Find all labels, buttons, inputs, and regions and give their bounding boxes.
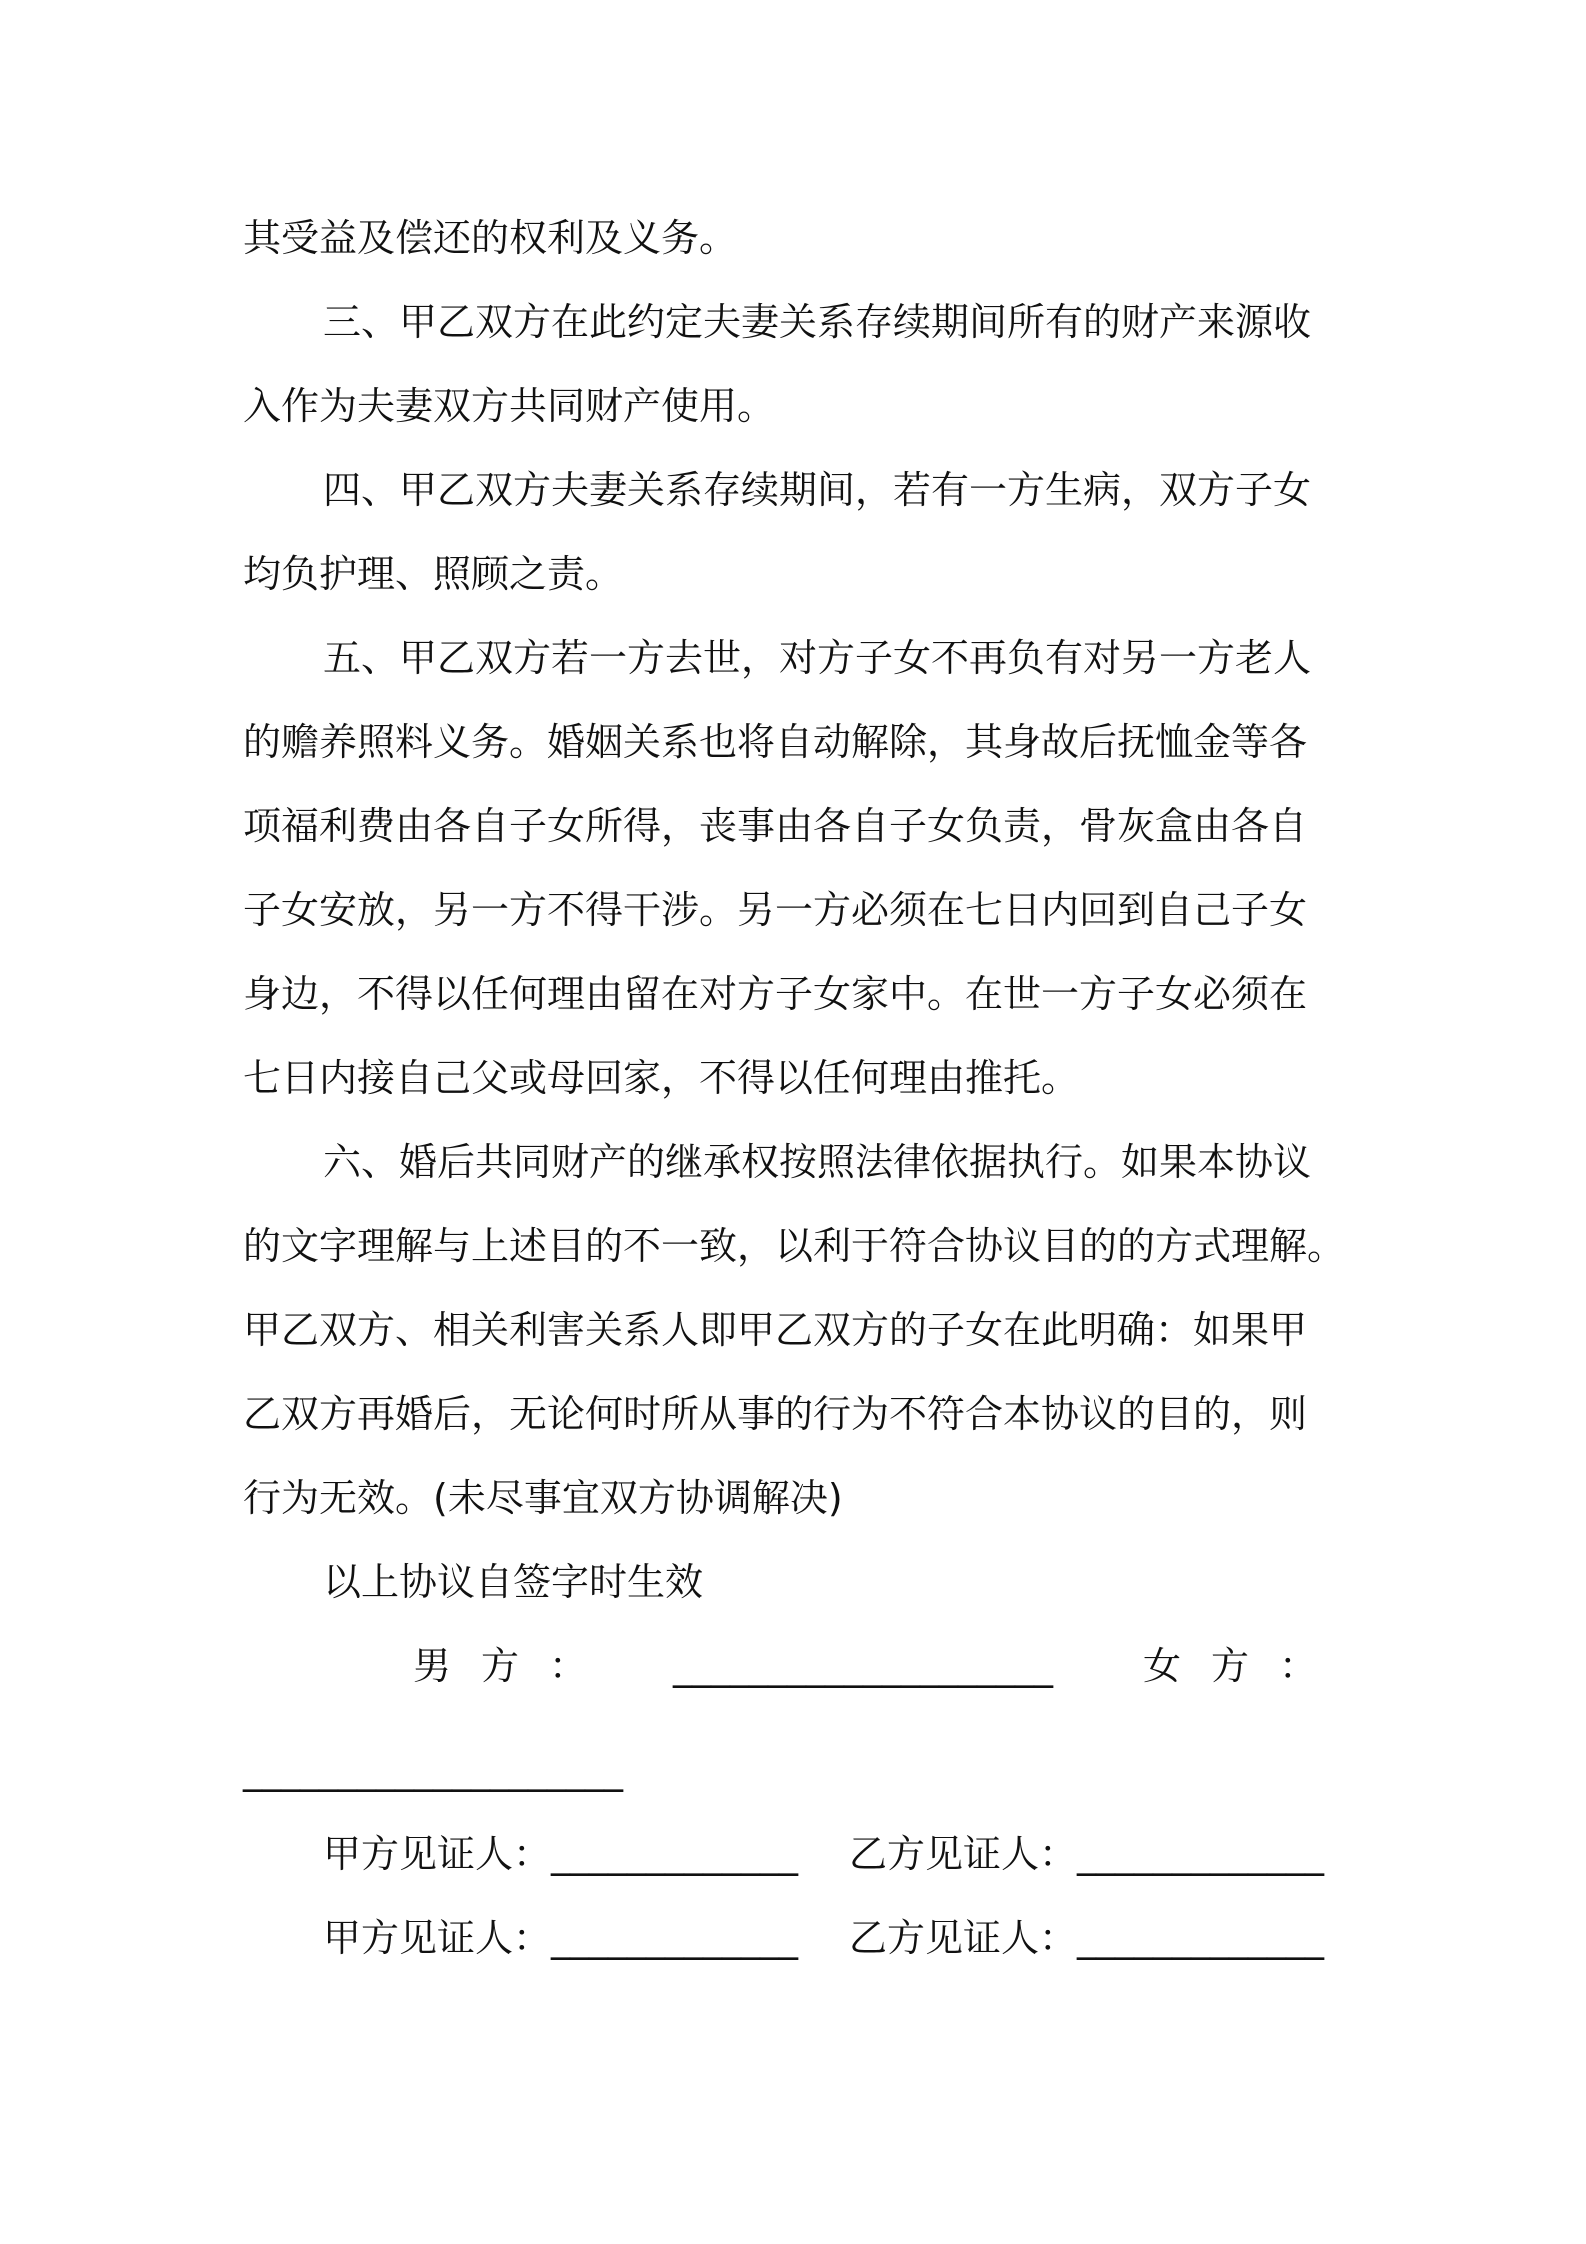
paragraph-line: 的文字理解与上述目的不一致，以利于符合协议目的的方式理解。 xyxy=(243,1224,1346,1268)
paragraph-line: 其受益及偿还的权利及义务。 xyxy=(243,216,738,260)
witness-row xyxy=(243,1896,1363,1980)
male-party-label: 男方： xyxy=(413,1644,618,1688)
male-signature-blank: ____________________ xyxy=(673,1644,1053,1688)
paragraph-line: 均负护理、照顾之责。 xyxy=(243,552,624,596)
paragraph-line: 甲乙双方、相关利害关系人即甲乙双方的子女在此明确：如果甲 xyxy=(243,1308,1308,1352)
party-a-witness: 甲方见证人：_____________ xyxy=(323,1832,799,1876)
party-a-witness: 甲方见证人：_____________ xyxy=(323,1916,799,1960)
clause-six-line: 六、婚后共同财产的继承权按照法律依据执行。如果本协议 xyxy=(323,1140,1312,1184)
clause-five-line: 五、甲乙双方若一方去世，对方子女不再负有对另一方老人 xyxy=(323,636,1312,680)
effective-statement: 以上协议自签字时生效 xyxy=(323,1560,704,1604)
female-party-label: 女方： xyxy=(1143,1644,1348,1688)
clause-three-line: 三、甲乙双方在此约定夫妻关系存续期间所有的财产来源收 xyxy=(323,300,1312,344)
paragraph-line: 项福利费由各自子女所得，丧事由各自子女负责，骨灰盒由各自 xyxy=(243,804,1308,848)
female-signature-blank: ____________________ xyxy=(243,1748,623,1792)
agreement-body xyxy=(243,196,1363,1980)
party-b-witness: 乙方见证人：_____________ xyxy=(849,1916,1325,1960)
paragraph-line: 七日内接自己父或母回家，不得以任何理由推托。 xyxy=(243,1056,1080,1100)
paragraph-line: 身边，不得以任何理由留在对方子女家中。在世一方子女必须在 xyxy=(243,972,1308,1016)
paragraph-line: 的赡养照料义务。婚姻关系也将自动解除，其身故后抚恤金等各 xyxy=(243,720,1308,764)
witness-row xyxy=(243,1812,1363,1896)
paragraph-line: 入作为夫妻双方共同财产使用。 xyxy=(243,384,776,428)
paragraph-line: 行为无效。(未尽事宜双方协调解决) xyxy=(243,1476,843,1520)
signature-row xyxy=(243,1624,1363,1708)
paragraph-line: 乙双方再婚后，无论何时所从事的行为不符合本协议的目的，则 xyxy=(243,1392,1308,1436)
clause-four-line: 四、甲乙双方夫妻关系存续期间，若有一方生病，双方子女 xyxy=(323,468,1312,512)
paragraph-line: 子女安放，另一方不得干涉。另一方必须在七日内回到自己子女 xyxy=(243,888,1308,932)
party-b-witness: 乙方见证人：_____________ xyxy=(849,1832,1325,1876)
